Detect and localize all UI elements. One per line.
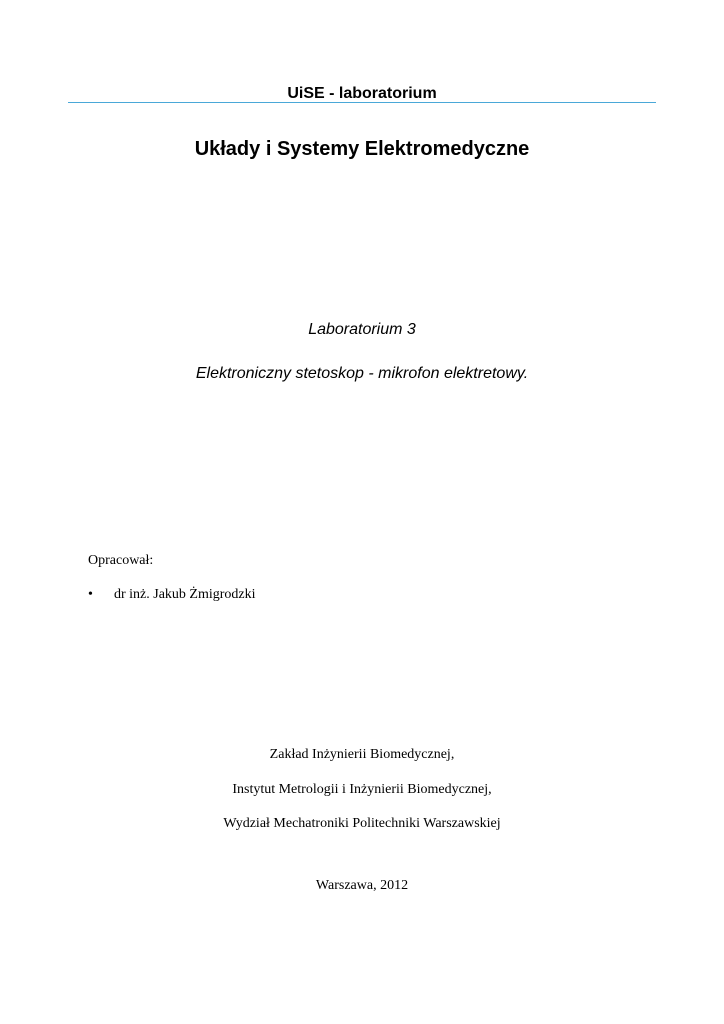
lab-topic: Elektroniczny stetoskop - mikrofon elektretowy. (195, 365, 529, 382)
prepared-by-label: Opracował: (88, 553, 154, 568)
document-title: Układy i Systemy Elektromedyczne (194, 138, 530, 160)
author-list (88, 586, 256, 604)
lab-number: Laboratorium 3 (308, 321, 416, 338)
place-and-year: Warszawa, 2012 (315, 878, 409, 893)
department-name: Zakład Inżynierii Biomedycznej, (269, 747, 455, 762)
header-divider (68, 102, 656, 103)
author-name: dr inż. Jakub Żmigrodzki (114, 587, 256, 602)
institute-name: Instytut Metrologii i Inżynierii Biomedycznej, (232, 782, 492, 797)
bullet-icon: • (88, 587, 93, 602)
header-title: UiSE - laboratorium (287, 85, 437, 102)
faculty-name: Wydział Mechatroniki Politechniki Warszawskiej (223, 816, 501, 831)
list-item (88, 586, 256, 604)
